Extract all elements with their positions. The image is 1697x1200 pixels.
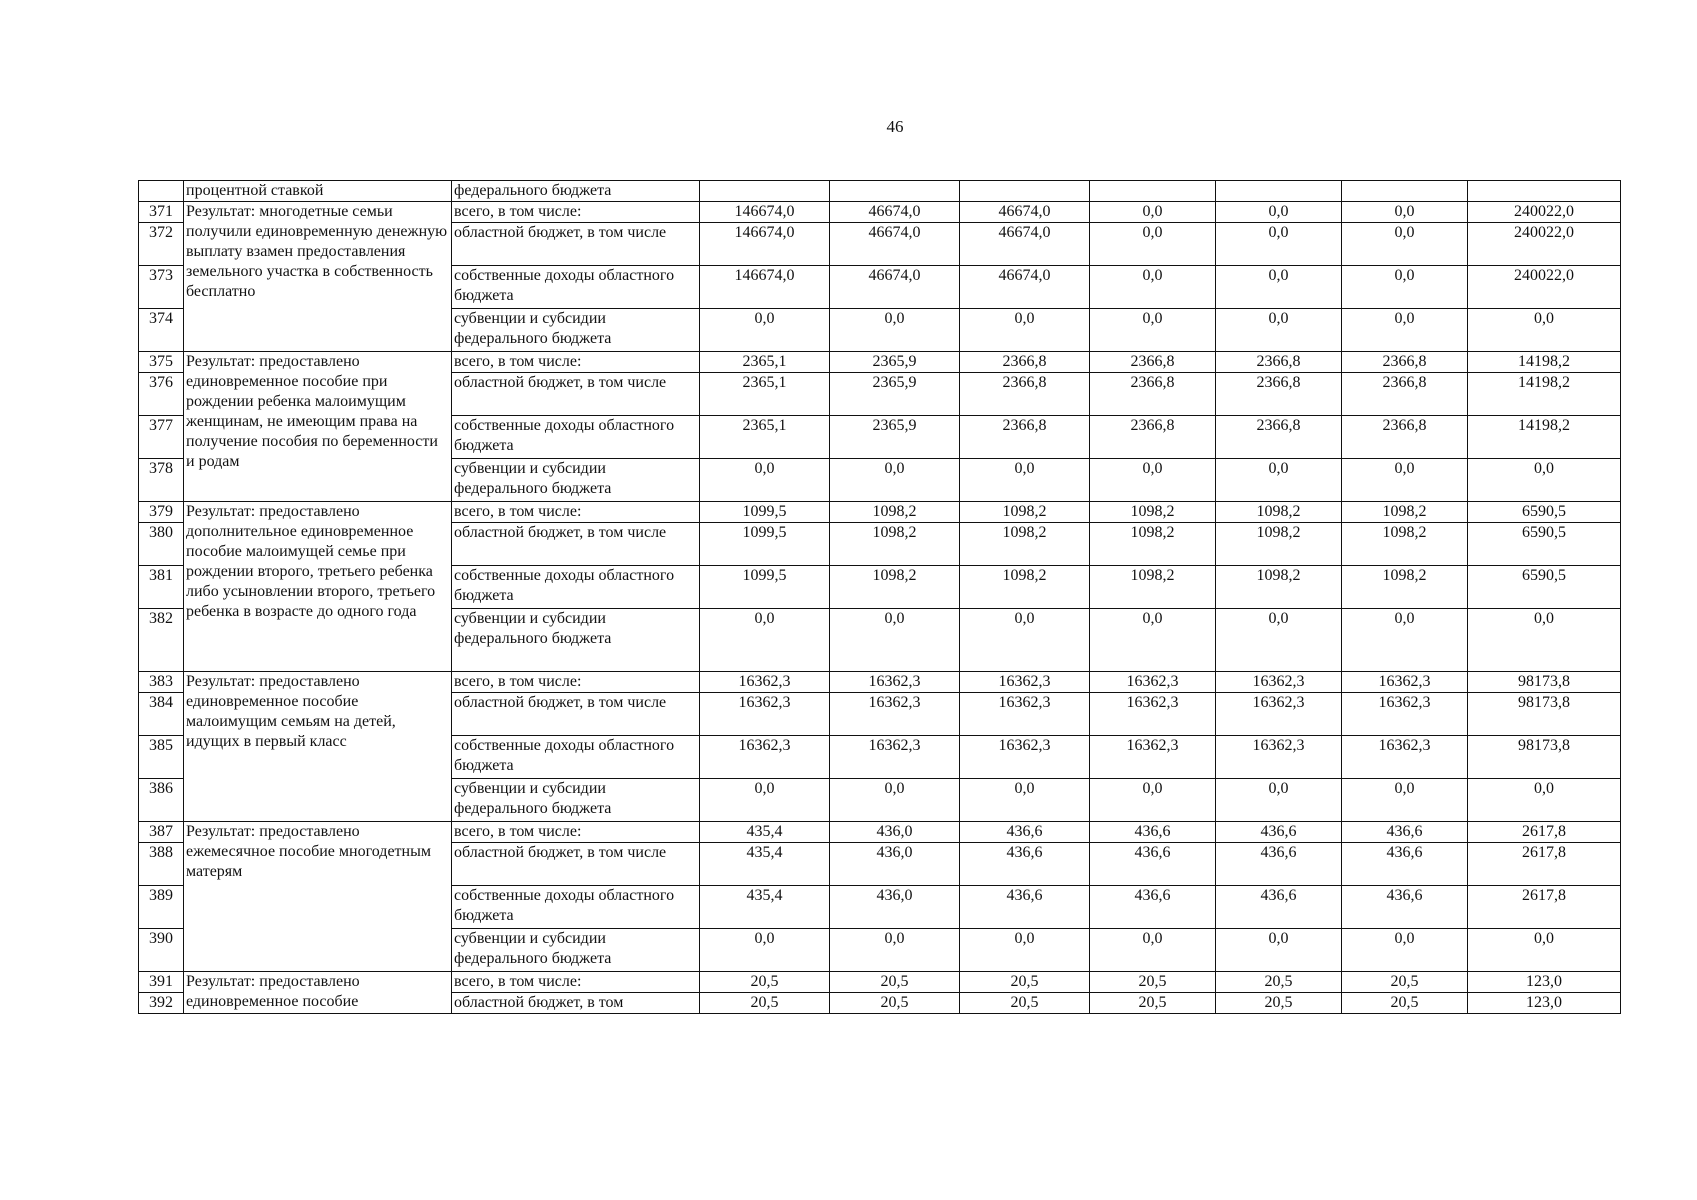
year-value: 1098,2: [1342, 502, 1468, 523]
funding-source: областной бюджет, в том числе: [452, 373, 700, 416]
year-value: 0,0: [1342, 609, 1468, 672]
total-value: 2617,8: [1468, 822, 1621, 843]
total-value: 6590,5: [1468, 523, 1621, 566]
year-value: 0,0: [830, 309, 960, 352]
result-description: Результат: предоставлено ежемесячное пособие многодетным матерям: [184, 822, 452, 972]
year-value: 1098,2: [1090, 566, 1216, 609]
total-value: 0,0: [1468, 609, 1621, 672]
funding-source: субвенции и субсидии федерального бюджета: [452, 459, 700, 502]
year-value: 2366,8: [1342, 352, 1468, 373]
year-value: 1098,2: [830, 502, 960, 523]
year-value: [1090, 181, 1216, 202]
year-value: 2366,8: [960, 352, 1090, 373]
row-number: 382: [139, 609, 184, 672]
total-value: 14198,2: [1468, 373, 1621, 416]
year-value: 20,5: [700, 972, 830, 993]
year-value: 1098,2: [1090, 502, 1216, 523]
year-value: 1098,2: [830, 566, 960, 609]
year-value: 436,6: [1216, 822, 1342, 843]
year-value: 20,5: [1342, 972, 1468, 993]
year-value: 20,5: [1342, 993, 1468, 1014]
year-value: 0,0: [1090, 223, 1216, 266]
funding-source: собственные доходы областного бюджета: [452, 566, 700, 609]
funding-source: областной бюджет, в том числе: [452, 523, 700, 566]
row-number: 379: [139, 502, 184, 523]
year-value: 1098,2: [1216, 502, 1342, 523]
funding-source: субвенции и субсидии федерального бюджета: [452, 779, 700, 822]
year-value: 0,0: [830, 609, 960, 672]
year-value: 2366,8: [960, 373, 1090, 416]
funding-source: всего, в том числе:: [452, 672, 700, 693]
total-value: 14198,2: [1468, 416, 1621, 459]
total-value: [1468, 181, 1621, 202]
table-row: [139, 822, 1621, 843]
year-value: 0,0: [700, 779, 830, 822]
year-value: 0,0: [700, 929, 830, 972]
year-value: 0,0: [1090, 459, 1216, 502]
year-value: 0,0: [1090, 609, 1216, 672]
row-number: 386: [139, 779, 184, 822]
year-value: 436,6: [1216, 843, 1342, 886]
year-value: 2365,1: [700, 352, 830, 373]
year-value: 0,0: [960, 779, 1090, 822]
year-value: 0,0: [1216, 459, 1342, 502]
funding-source: собственные доходы областного бюджета: [452, 416, 700, 459]
year-value: 2366,8: [960, 416, 1090, 459]
year-value: 0,0: [1216, 309, 1342, 352]
year-value: 2366,8: [1090, 416, 1216, 459]
funding-source: собственные доходы областного бюджета: [452, 736, 700, 779]
year-value: 0,0: [1342, 779, 1468, 822]
year-value: [700, 181, 830, 202]
row-number: 371: [139, 202, 184, 223]
year-value: 436,6: [1090, 822, 1216, 843]
year-value: 16362,3: [1216, 736, 1342, 779]
row-number: 391: [139, 972, 184, 993]
result-description: Результат: предоставлено единовременное пособие: [184, 972, 452, 1014]
year-value: 436,0: [830, 886, 960, 929]
year-value: 146674,0: [700, 266, 830, 309]
funding-source: областной бюджет, в том числе: [452, 693, 700, 736]
total-value: 2617,8: [1468, 843, 1621, 886]
funding-source: областной бюджет, в том: [452, 993, 700, 1014]
year-value: 0,0: [830, 929, 960, 972]
year-value: 2366,8: [1090, 373, 1216, 416]
total-value: 6590,5: [1468, 566, 1621, 609]
year-value: 0,0: [960, 609, 1090, 672]
year-value: 46674,0: [830, 202, 960, 223]
year-value: 20,5: [830, 972, 960, 993]
year-value: 436,6: [1090, 886, 1216, 929]
year-value: 0,0: [1342, 266, 1468, 309]
year-value: 1098,2: [1342, 566, 1468, 609]
year-value: 20,5: [960, 972, 1090, 993]
result-description: Результат: многодетные семьи получили единовременную денежную выплату взамен предоставления земельного участка в собственность бесплатно: [184, 202, 452, 352]
funding-source: федерального бюджета: [452, 181, 700, 202]
row-number: 383: [139, 672, 184, 693]
year-value: 0,0: [1216, 202, 1342, 223]
funding-source: всего, в том числе:: [452, 972, 700, 993]
year-value: 16362,3: [960, 672, 1090, 693]
year-value: 436,0: [830, 822, 960, 843]
year-value: 0,0: [1090, 266, 1216, 309]
year-value: 16362,3: [960, 693, 1090, 736]
year-value: 16362,3: [700, 736, 830, 779]
year-value: 20,5: [1216, 993, 1342, 1014]
total-value: 0,0: [1468, 459, 1621, 502]
year-value: 0,0: [700, 459, 830, 502]
table-row: [139, 502, 1621, 523]
year-value: 0,0: [1342, 223, 1468, 266]
year-value: 2365,9: [830, 352, 960, 373]
year-value: 1098,2: [1216, 566, 1342, 609]
year-value: 0,0: [1090, 309, 1216, 352]
year-value: 0,0: [1090, 202, 1216, 223]
year-value: 0,0: [1342, 929, 1468, 972]
result-description: Результат: предоставлено дополнительное единовременное пособие малоимущей семье при рождении второго, третьего ребенка либо усыновлении второго, третьего ребенка в возрасте до одного года: [184, 502, 452, 672]
year-value: 46674,0: [960, 266, 1090, 309]
year-value: 435,4: [700, 822, 830, 843]
row-number: 377: [139, 416, 184, 459]
year-value: 2365,1: [700, 373, 830, 416]
year-value: 16362,3: [1342, 736, 1468, 779]
total-value: 98173,8: [1468, 693, 1621, 736]
funding-source: всего, в том числе:: [452, 822, 700, 843]
row-number: 381: [139, 566, 184, 609]
year-value: 2366,8: [1342, 373, 1468, 416]
total-value: 240022,0: [1468, 223, 1621, 266]
year-value: 436,6: [1090, 843, 1216, 886]
year-value: 2366,8: [1216, 373, 1342, 416]
year-value: 0,0: [960, 929, 1090, 972]
funding-source: собственные доходы областного бюджета: [452, 266, 700, 309]
total-value: 98173,8: [1468, 672, 1621, 693]
year-value: 0,0: [1216, 223, 1342, 266]
year-value: 2366,8: [1342, 416, 1468, 459]
result-description: процентной ставкой: [184, 181, 452, 202]
funding-source: всего, в том числе:: [452, 352, 700, 373]
year-value: 1098,2: [1342, 523, 1468, 566]
total-value: 240022,0: [1468, 266, 1621, 309]
row-number: [139, 181, 184, 202]
year-value: 0,0: [1216, 609, 1342, 672]
row-number: 387: [139, 822, 184, 843]
year-value: 20,5: [830, 993, 960, 1014]
year-value: 2366,8: [1216, 352, 1342, 373]
year-value: 0,0: [1090, 929, 1216, 972]
year-value: 146674,0: [700, 223, 830, 266]
year-value: 1098,2: [960, 523, 1090, 566]
funding-source: областной бюджет, в том числе: [452, 843, 700, 886]
year-value: 46674,0: [830, 266, 960, 309]
year-value: [960, 181, 1090, 202]
row-number: 392: [139, 993, 184, 1014]
year-value: 0,0: [1342, 459, 1468, 502]
total-value: 0,0: [1468, 309, 1621, 352]
row-number: 374: [139, 309, 184, 352]
total-value: 6590,5: [1468, 502, 1621, 523]
year-value: [1342, 181, 1468, 202]
year-value: 0,0: [960, 309, 1090, 352]
table-row: [139, 672, 1621, 693]
year-value: 1098,2: [960, 566, 1090, 609]
row-number: 372: [139, 223, 184, 266]
year-value: 16362,3: [1090, 736, 1216, 779]
row-number: 380: [139, 523, 184, 566]
year-value: 20,5: [960, 993, 1090, 1014]
year-value: 0,0: [1216, 929, 1342, 972]
row-number: 390: [139, 929, 184, 972]
year-value: 0,0: [1216, 266, 1342, 309]
year-value: 436,6: [1342, 822, 1468, 843]
total-value: 123,0: [1468, 993, 1621, 1014]
year-value: 436,6: [1342, 843, 1468, 886]
year-value: 435,4: [700, 886, 830, 929]
year-value: 20,5: [700, 993, 830, 1014]
year-value: 16362,3: [830, 672, 960, 693]
year-value: 1099,5: [700, 502, 830, 523]
funding-source: субвенции и субсидии федерального бюджета: [452, 309, 700, 352]
row-number: 384: [139, 693, 184, 736]
year-value: 1098,2: [1090, 523, 1216, 566]
year-value: 0,0: [830, 779, 960, 822]
year-value: [830, 181, 960, 202]
funding-source: субвенции и субсидии федерального бюджета: [452, 609, 700, 672]
total-value: 2617,8: [1468, 886, 1621, 929]
year-value: 16362,3: [960, 736, 1090, 779]
year-value: 436,6: [960, 822, 1090, 843]
table-row: [139, 202, 1621, 223]
year-value: 0,0: [700, 309, 830, 352]
funding-source: всего, в том числе:: [452, 502, 700, 523]
year-value: 16362,3: [830, 736, 960, 779]
year-value: 2366,8: [1216, 416, 1342, 459]
table-row: [139, 352, 1621, 373]
total-value: 0,0: [1468, 929, 1621, 972]
year-value: 146674,0: [700, 202, 830, 223]
year-value: 436,6: [960, 843, 1090, 886]
result-description: Результат: предоставлено единовременное пособие при рождении ребенка малоимущим женщинам, не имеющим права на получение пособия по беременности и родам: [184, 352, 452, 502]
funding-source: субвенции и субсидии федерального бюджета: [452, 929, 700, 972]
result-description: Результат: предоставлено единовременное пособие малоимущим семьям на детей, идущих в первый класс: [184, 672, 452, 822]
year-value: 20,5: [1090, 972, 1216, 993]
total-value: 14198,2: [1468, 352, 1621, 373]
row-number: 376: [139, 373, 184, 416]
total-value: 98173,8: [1468, 736, 1621, 779]
funding-source: областной бюджет, в том числе: [452, 223, 700, 266]
year-value: 46674,0: [960, 223, 1090, 266]
year-value: [1216, 181, 1342, 202]
year-value: 16362,3: [1216, 672, 1342, 693]
year-value: 1099,5: [700, 523, 830, 566]
year-value: 46674,0: [830, 223, 960, 266]
year-value: 0,0: [960, 459, 1090, 502]
year-value: 16362,3: [1090, 672, 1216, 693]
row-number: 378: [139, 459, 184, 502]
year-value: 1098,2: [960, 502, 1090, 523]
year-value: 16362,3: [1342, 693, 1468, 736]
year-value: 16362,3: [1216, 693, 1342, 736]
year-value: 20,5: [1090, 993, 1216, 1014]
total-value: 240022,0: [1468, 202, 1621, 223]
year-value: 0,0: [1342, 309, 1468, 352]
row-number: 373: [139, 266, 184, 309]
table-row: [139, 181, 1621, 202]
year-value: 436,6: [1342, 886, 1468, 929]
year-value: 16362,3: [1342, 672, 1468, 693]
row-number: 389: [139, 886, 184, 929]
year-value: 0,0: [1090, 779, 1216, 822]
year-value: 2365,1: [700, 416, 830, 459]
year-value: 1098,2: [830, 523, 960, 566]
year-value: 20,5: [1216, 972, 1342, 993]
funding-source: собственные доходы областного бюджета: [452, 886, 700, 929]
year-value: 16362,3: [830, 693, 960, 736]
year-value: 0,0: [700, 609, 830, 672]
year-value: 46674,0: [960, 202, 1090, 223]
total-value: 123,0: [1468, 972, 1621, 993]
year-value: 2365,9: [830, 416, 960, 459]
year-value: 436,6: [1216, 886, 1342, 929]
year-value: 0,0: [1216, 779, 1342, 822]
year-value: 436,0: [830, 843, 960, 886]
table-row: [139, 972, 1621, 993]
year-value: 0,0: [830, 459, 960, 502]
page-number: 46: [886, 117, 904, 136]
year-value: 2366,8: [1090, 352, 1216, 373]
row-number: 375: [139, 352, 184, 373]
total-value: 0,0: [1468, 779, 1621, 822]
funding-source: всего, в том числе:: [452, 202, 700, 223]
year-value: 16362,3: [700, 672, 830, 693]
year-value: 436,6: [960, 886, 1090, 929]
year-value: 2365,9: [830, 373, 960, 416]
row-number: 388: [139, 843, 184, 886]
year-value: 0,0: [1342, 202, 1468, 223]
year-value: 16362,3: [1090, 693, 1216, 736]
year-value: 1099,5: [700, 566, 830, 609]
row-number: 385: [139, 736, 184, 779]
year-value: 1098,2: [1216, 523, 1342, 566]
year-value: 16362,3: [700, 693, 830, 736]
year-value: 435,4: [700, 843, 830, 886]
budget-table: [138, 180, 1621, 1014]
